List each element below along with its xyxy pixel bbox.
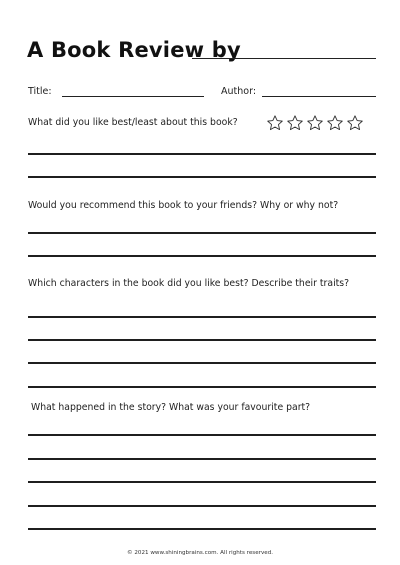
author-label: Author: (221, 86, 257, 97)
star-outline-icon[interactable] (326, 114, 344, 132)
answer-line[interactable] (28, 528, 376, 530)
question-1: What did you like best/least about this book? (28, 117, 238, 128)
answer-line[interactable] (28, 434, 376, 436)
star-outline-icon[interactable] (266, 114, 284, 132)
answer-line[interactable] (28, 176, 376, 178)
answer-line[interactable] (28, 362, 376, 364)
answer-line[interactable] (28, 386, 376, 388)
answer-line[interactable] (28, 339, 376, 341)
page-title: A Book Review by (27, 38, 241, 62)
reviewer-name-line[interactable] (192, 58, 376, 59)
star-outline-icon[interactable] (306, 114, 324, 132)
answer-line[interactable] (28, 505, 376, 507)
title-fill-line[interactable] (62, 96, 204, 97)
answer-line[interactable] (28, 153, 376, 155)
author-fill-line[interactable] (262, 96, 376, 97)
answer-line[interactable] (28, 481, 376, 483)
question-2: Would you recommend this book to your friends? Why or why not? (28, 200, 339, 211)
answer-line[interactable] (28, 316, 376, 318)
question-4: What happened in the story? What was your favourite part? (31, 402, 311, 413)
question-3: Which characters in the book did you like best? Describe their traits? (28, 278, 350, 289)
answer-line[interactable] (28, 232, 376, 234)
star-outline-icon[interactable] (346, 114, 364, 132)
star-rating[interactable] (266, 114, 364, 132)
answer-line[interactable] (28, 255, 376, 257)
answer-line[interactable] (28, 458, 376, 460)
title-label: Title: (28, 86, 52, 97)
copyright-footer: © 2021 www.shiningbrains.com. All rights reserved. (126, 550, 274, 556)
star-outline-icon[interactable] (286, 114, 304, 132)
